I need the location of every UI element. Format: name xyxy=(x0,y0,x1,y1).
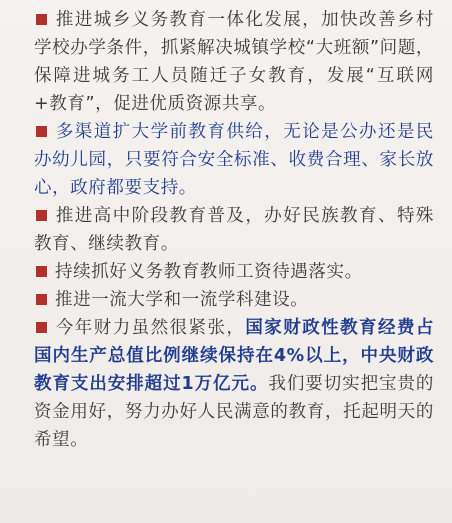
paragraph-3 xyxy=(34,202,434,258)
red-square-bullet-icon xyxy=(36,14,47,25)
paragraph-3-text: 推进高中阶段教育普及，办好民族教育、特殊教育、继续教育。 xyxy=(34,206,434,254)
paragraph-6-text-before: 今年财力虽然很紧张， xyxy=(55,318,246,338)
paragraph-4-text: 持续抓好义务教育教师工资待遇落实。 xyxy=(55,262,363,282)
red-square-bullet-icon xyxy=(36,322,47,333)
paragraph-6 xyxy=(34,314,434,454)
red-square-bullet-icon xyxy=(36,266,47,277)
paragraph-1 xyxy=(34,6,434,118)
paragraph-2-text: 多渠道扩大学前教育供给，无论是公办还是民办幼儿园，只要符合安全标准、收费合理、家长放心，政府都要支持。 xyxy=(34,122,434,198)
paragraph-1-text: 推进城乡义务教育一体化发展，加快改善乡村学校办学条件，抓紧解决城镇学校“大班额”问题，保障进城务工人员随迁子女教育，发展“互联网+教育”，促进优质资源共享。 xyxy=(34,10,434,114)
paragraph-4 xyxy=(34,258,434,286)
paragraph-6-text-after: 我们要切实把宝贵的资金用好，努力办好人民满意的教育，托起明天的希望。 xyxy=(34,374,434,450)
paragraph-5 xyxy=(34,286,434,314)
paragraph-2 xyxy=(34,118,434,202)
red-square-bullet-icon xyxy=(36,126,47,137)
red-square-bullet-icon xyxy=(36,210,47,221)
paragraph-5-text: 推进一流大学和一流学科建设。 xyxy=(55,290,309,310)
red-square-bullet-icon xyxy=(36,294,47,305)
paragraph-6-highlight: 国家财政性教育经费占国内生产总值比例继续保持在4%以上，中央财政教育支出安排超过1万亿元。 xyxy=(34,318,435,394)
